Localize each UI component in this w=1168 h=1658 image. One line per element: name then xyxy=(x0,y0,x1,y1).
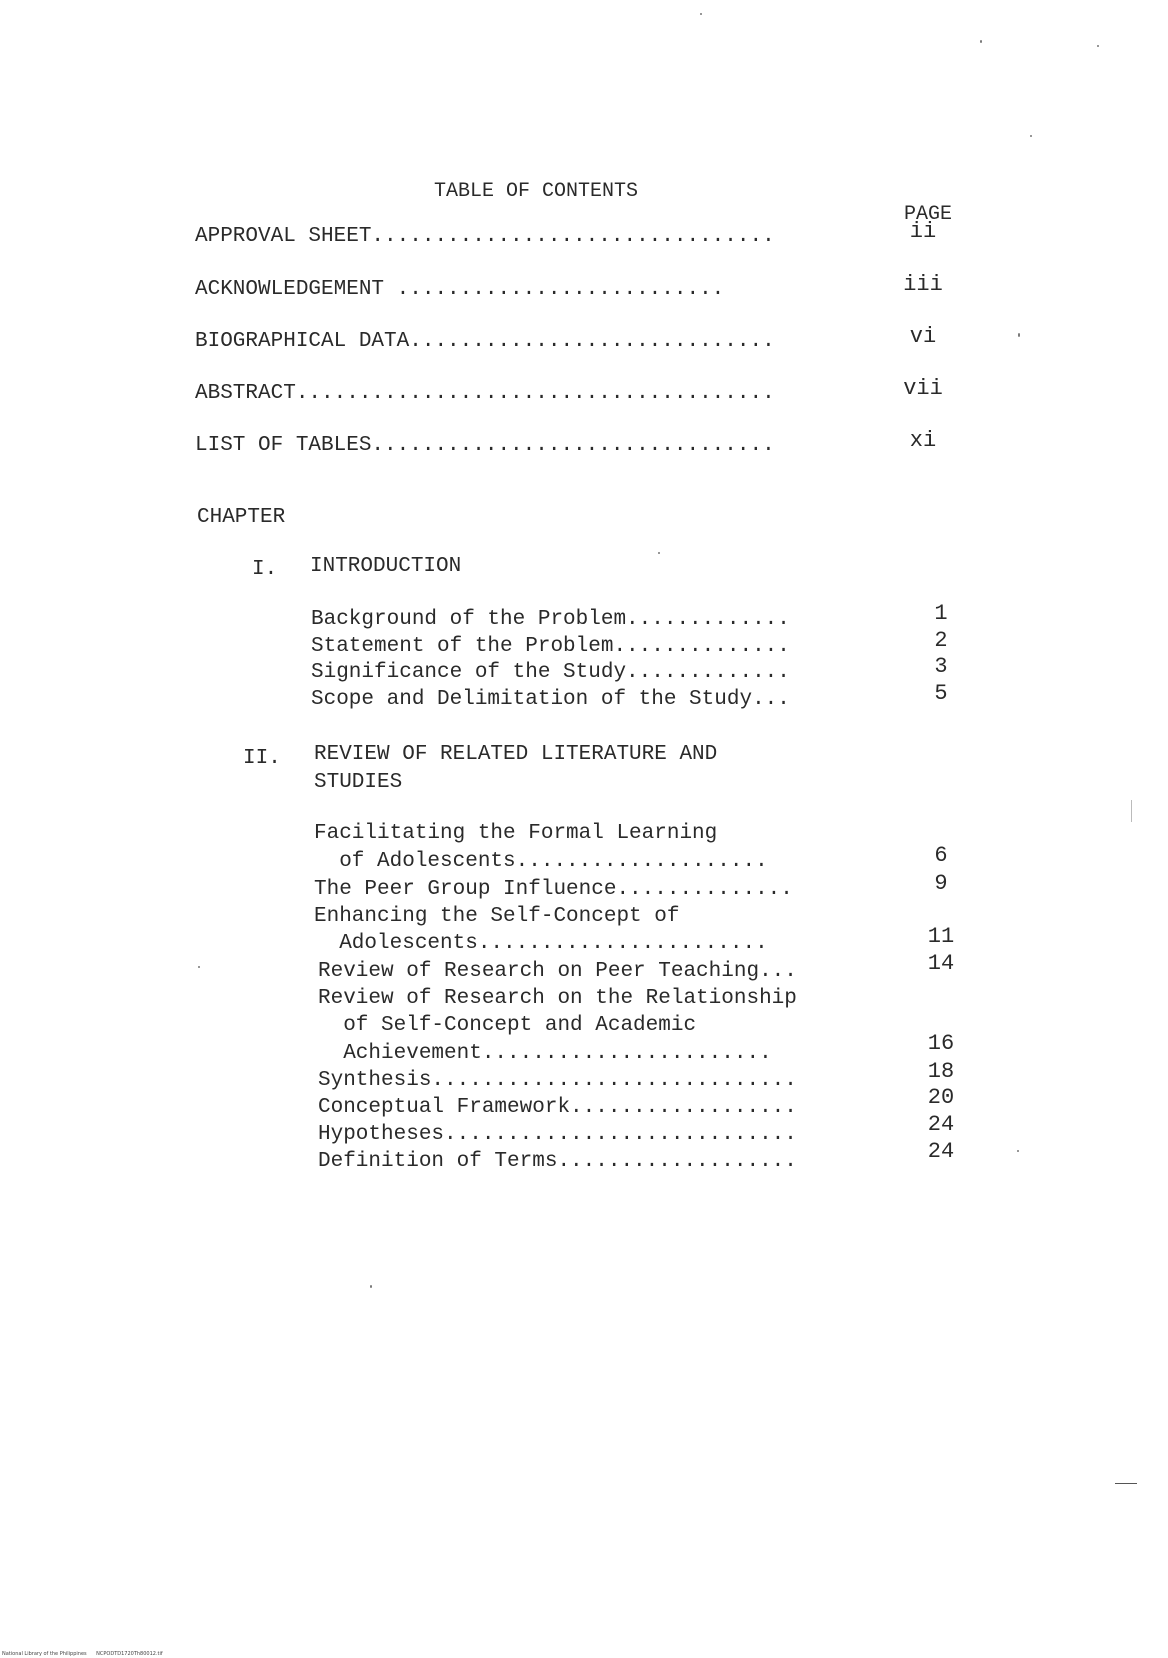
scan-speck xyxy=(1030,135,1032,137)
chapter-heading: CHAPTER xyxy=(197,506,286,529)
toc-entry-page: xi xyxy=(909,428,937,453)
toc-entry-label: Conceptual Framework.................. xyxy=(318,1096,797,1119)
toc-entry-label: Hypotheses............................ xyxy=(318,1123,797,1146)
toc-entry-page: 24 xyxy=(927,1112,955,1137)
toc-entry-page: 24 xyxy=(927,1139,955,1164)
toc-entry-label: Definition of Terms................... xyxy=(318,1150,797,1173)
toc-entry-page: ii xyxy=(909,219,937,244)
toc-entry-label: ABSTRACT...................................... xyxy=(195,382,775,405)
toc-entry-page: 5 xyxy=(934,681,948,706)
toc-entry-label: Enhancing the Self-Concept of xyxy=(314,905,680,928)
toc-entry-page: 6 xyxy=(934,843,948,868)
toc-entry-label: APPROVAL SHEET................................ xyxy=(195,225,775,248)
chapter-numeral: II. xyxy=(243,747,281,770)
scan-speck xyxy=(370,1285,372,1288)
chapter-title: INTRODUCTION xyxy=(310,555,462,578)
toc-entry-label: BIOGRAPHICAL DATA............................. xyxy=(195,330,775,353)
toc-entry-page: 9 xyxy=(934,871,948,896)
page-column-header: PAGE xyxy=(904,203,953,226)
toc-entry-label: Scope and Delimitation of the Study... xyxy=(311,688,790,711)
scan-speck xyxy=(1017,1150,1019,1152)
toc-entry-label: Background of the Problem............. xyxy=(311,608,790,631)
scan-speck xyxy=(700,13,702,15)
toc-entry-page: 3 xyxy=(934,654,948,679)
toc-entry-label: Synthesis............................. xyxy=(318,1069,797,1092)
toc-entry-label: Statement of the Problem.............. xyxy=(311,635,790,658)
toc-entry-page: 1 xyxy=(934,601,948,626)
toc-entry-label: Facilitating the Formal Learning xyxy=(314,822,718,845)
toc-entry-label: Review of Research on Peer Teaching... xyxy=(318,960,797,983)
toc-entry-label: Significance of the Study............. xyxy=(311,661,790,684)
toc-entry-page: iii xyxy=(903,272,943,297)
toc-entry-label: The Peer Group Influence.............. xyxy=(314,878,793,901)
scan-speck xyxy=(1115,1483,1137,1484)
scan-speck xyxy=(1131,800,1132,822)
toc-entry-label: of Adolescents.................... xyxy=(314,850,768,873)
toc-entry-label: LIST OF TABLES................................ xyxy=(195,434,775,457)
toc-entry-label: of Self-Concept and Academic xyxy=(318,1014,697,1037)
scan-footer: National Library of the Philippines NCPODTD1720Th80012.tif xyxy=(2,1651,163,1657)
scan-speck xyxy=(980,40,982,43)
toc-entry-page: vii xyxy=(903,376,943,401)
toc-entry-page: 20 xyxy=(927,1085,955,1110)
toc-entry-page: 2 xyxy=(934,628,948,653)
toc-entry-label: Adolescents....................... xyxy=(314,932,768,955)
toc-entry-page: 14 xyxy=(927,951,955,976)
chapter-title: STUDIES xyxy=(314,771,403,794)
scan-speck xyxy=(658,552,660,554)
toc-entry-label: Achievement....................... xyxy=(318,1042,772,1065)
toc-entry-page: 18 xyxy=(927,1059,955,1084)
scan-speck xyxy=(198,966,200,968)
scan-speck xyxy=(1097,45,1099,47)
toc-entry-page: 11 xyxy=(927,924,955,949)
toc-entry-page: 16 xyxy=(927,1031,955,1056)
scan-speck xyxy=(1018,333,1020,337)
toc-entry-label: ACKNOWLEDGEMENT .......................... xyxy=(195,278,725,301)
toc-entry-page: vi xyxy=(909,324,937,349)
toc-title: TABLE OF CONTENTS xyxy=(434,180,639,203)
toc-entry-label: Review of Research on the Relationship xyxy=(318,987,797,1010)
chapter-numeral: I. xyxy=(252,558,278,581)
chapter-title: REVIEW OF RELATED LITERATURE AND xyxy=(314,743,718,766)
